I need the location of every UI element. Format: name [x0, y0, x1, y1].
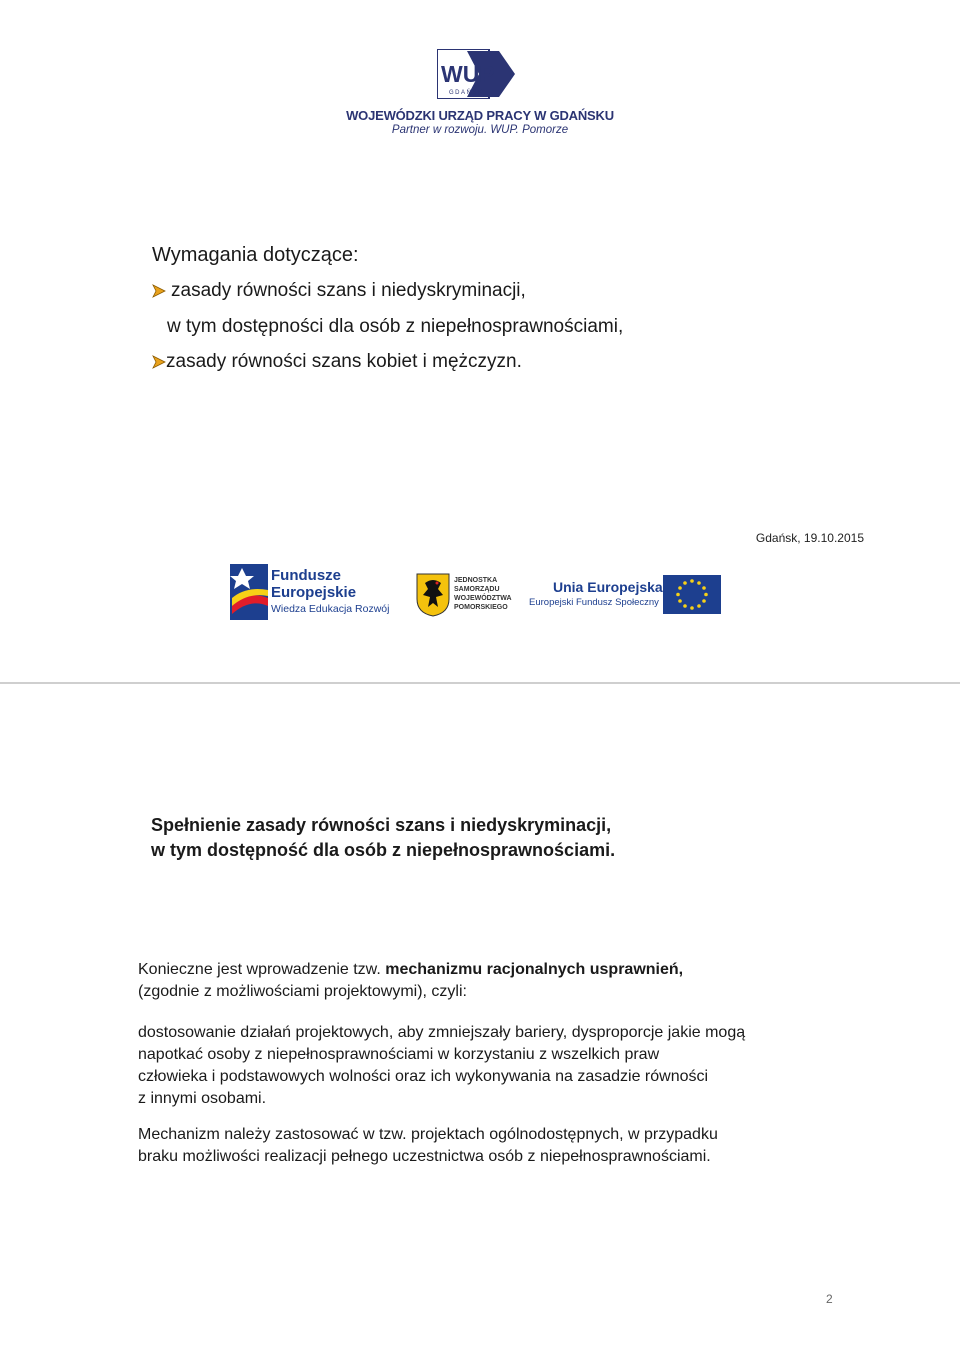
requirement-item-1-continued [167, 316, 623, 338]
pomorskie-crest-icon [416, 573, 450, 617]
arrow-bullet-icon [152, 284, 166, 298]
intro-line-2: (zgodnie z możliwościami projektowymi), czyli: [138, 983, 467, 1000]
date-label: Gdańsk, 19.10.2015 [755, 531, 864, 545]
pomorskie-line-2: SAMORZĄDU [454, 586, 500, 593]
slide-2-heading-line-2: w tym dostępność dla osób z niepełnosprawnościami. [151, 840, 616, 860]
slide-1 [0, 0, 960, 682]
wup-logo-city: GDAŃSK [449, 90, 484, 96]
page-number: 2 [826, 1292, 833, 1306]
requirement-item-1 [152, 280, 526, 302]
intro-line-1 [138, 961, 683, 979]
requirement-item-2 [152, 351, 522, 373]
pomorskie-line-3: WOJEWÓDZTWA [454, 595, 512, 602]
para1-line-1: dostosowanie działań projektowych, aby zmniejszały bariery, dysproporcje jakie mogą [138, 1024, 746, 1041]
requirement-item-1-text: zasady równości szans i niedyskryminacji, [171, 280, 526, 301]
fe-title-line-2: Europejskie [271, 584, 357, 601]
para1-line-3: człowieka i podstawowych wolności oraz ich wykonywania na zasadzie równości [138, 1068, 709, 1085]
fe-subtitle: Wiedza Edukacja Rozwój [271, 603, 390, 615]
para1-line-4: z innymi osobami. [138, 1090, 267, 1107]
wup-logo [437, 49, 517, 99]
ue-subtitle: Europejski Fundusz Społeczny [529, 597, 659, 608]
ue-title: Unia Europejska [553, 579, 663, 595]
intro-bold: mechanizmu racjonalnych usprawnień, [385, 961, 684, 978]
wup-tagline: Partner w rozwoju. WUP. Pomorze [391, 124, 569, 136]
arrow-bullet-icon [152, 355, 166, 369]
pomorskie-line-1: JEDNOSTKA [454, 577, 498, 584]
slide-1-heading: Wymagania dotyczące: [152, 244, 359, 266]
eu-flag-icon [663, 575, 721, 614]
pomorskie-line-4: POMORSKIEGO [454, 604, 508, 611]
requirement-item-2-text: zasady równości szans kobiet i mężczyzn. [166, 351, 522, 372]
para2-line-1: Mechanizm należy zastosować w tzw. projektach ogólnodostępnych, w przypadku [138, 1126, 718, 1143]
intro-plain: Konieczne jest wprowadzenie tzw. [138, 961, 386, 978]
para2-line-2: braku możliwości realizacji pełnego uczestnictwa osób z niepełnosprawnościami. [138, 1148, 711, 1165]
fe-title-line-1: Fundusze [271, 567, 341, 584]
para1-line-2: napotkać osoby z niepełnosprawnościami w korzystaniu z wszelkich praw [138, 1046, 660, 1063]
pomorskie-text [454, 576, 512, 612]
wup-name: WOJEWÓDZKI URZĄD PRACY W GDAŃSKU [346, 108, 614, 123]
slide-2-heading-line-1: Spełnienie zasady równości szans i niedyskryminacji, [151, 815, 612, 835]
fe-title [271, 567, 356, 601]
requirement-item-1-continued-text: w tym dostępności dla osób z niepełnosprawnościami, [167, 316, 624, 337]
wup-logo-abbr: WUP [441, 61, 495, 87]
